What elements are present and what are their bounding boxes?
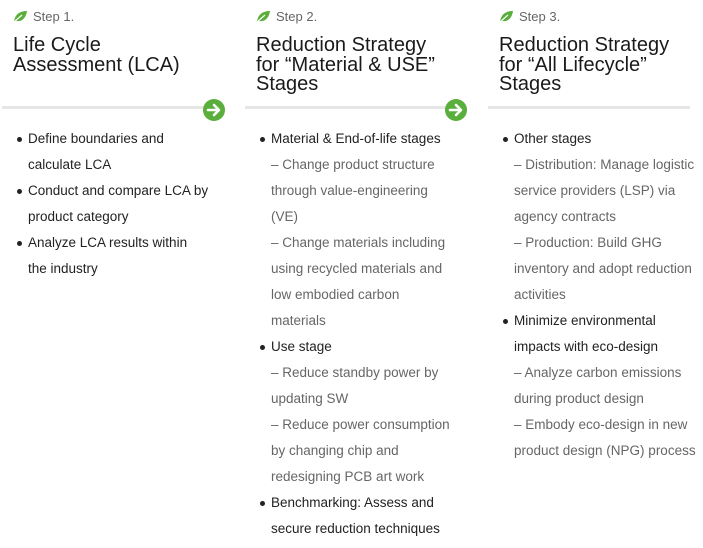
list-item: Conduct and compare LCA by product category (2, 178, 227, 230)
arrow-right-circle-icon (203, 99, 225, 121)
bullet-dot (17, 241, 22, 246)
step-label (499, 9, 560, 24)
bullet-dot (260, 137, 265, 142)
bullet-dot (260, 345, 265, 350)
column-title: Reduction Strategy for “Material & USE” Stages (256, 34, 435, 95)
list-item: Material & End-of-life stages – Change product structure through value-engineering (VE) – Change materials including using recycled materials and low embodied carbon materials (245, 126, 475, 334)
bullet-dot (17, 137, 22, 142)
list-item: Benchmarking: Assess and secure reduction techniques (245, 490, 475, 542)
leaf-icon (256, 10, 271, 23)
bullet-dot (260, 501, 265, 506)
arrow-right-circle-icon (445, 99, 467, 121)
list-item: Define boundaries and calculate LCA (2, 126, 227, 178)
list-item: Analyze LCA results within the industry (2, 230, 227, 282)
divider (488, 106, 690, 109)
bullet-dot (17, 189, 22, 194)
divider (2, 106, 224, 109)
bullet-list (2, 126, 227, 282)
list-item: Use stage – Reduce standby power by updating SW – Reduce power consumption by changing chip and redesigning PCB art work (245, 334, 475, 490)
step-label (256, 9, 317, 24)
bullet-list (488, 126, 703, 464)
column-title: Life Cycle Assessment (LCA) (13, 34, 180, 76)
step-label (13, 9, 74, 24)
column-title: Reduction Strategy for “All Lifecycle” Stages (499, 34, 670, 95)
bullet-dot (503, 137, 508, 142)
step-text: Step 1. (33, 9, 75, 24)
step-text: Step 2. (276, 9, 318, 24)
bullet-list (245, 126, 475, 542)
bullet-dot (503, 319, 508, 324)
step-text: Step 3. (519, 9, 561, 24)
leaf-icon (13, 10, 28, 23)
leaf-icon (499, 10, 514, 23)
list-item: Other stages – Distribution: Manage logistic service providers (LSP) via agency contracts – Production: Build GHG inventory and adopt reduction activities (488, 126, 703, 308)
list-item: Minimize environmental impacts with eco-design – Analyze carbon emissions during product design – Embody eco-design in new product design (NPG) process (488, 308, 703, 464)
divider (245, 106, 467, 109)
